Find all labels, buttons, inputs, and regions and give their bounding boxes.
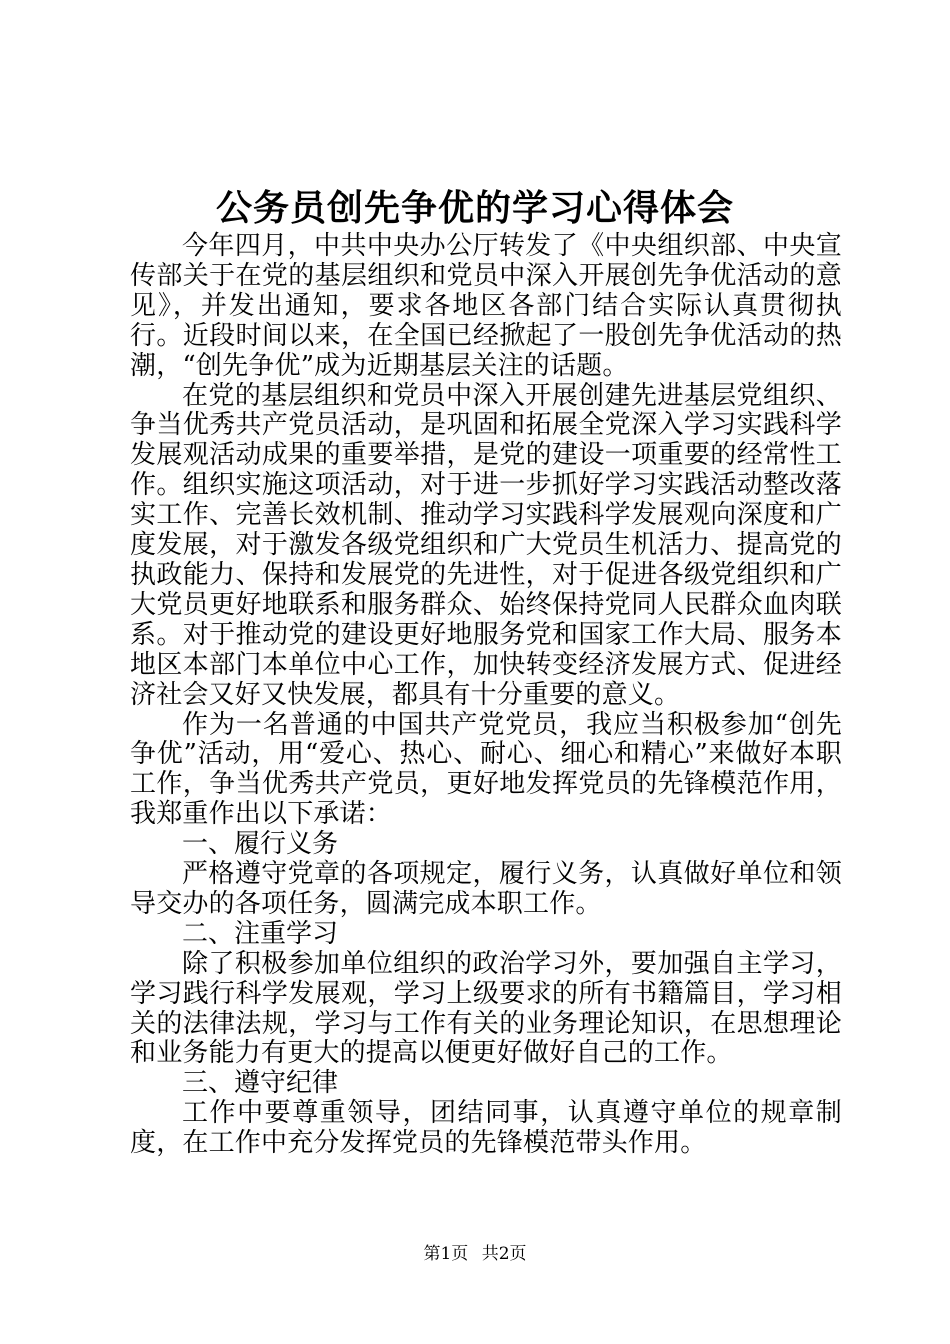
section-text-study: 除了积极参加单位组织的政治学习外，要加强自主学习，学习践行科学发展观，学习上级要求的所有书籍篇目，学习相关的法律法规，学习与工作有关的业务理论知识，在思想理论和业务能力有更大的提高以便更好做好自己的工作。	[130, 948, 842, 1069]
document-body	[130, 232, 842, 1159]
page-number-total: 共2页	[481, 1244, 527, 1264]
section-heading-study: 二、注重学习	[182, 918, 339, 949]
paragraph-significance: 在党的基层组织和党员中深入开展创建先进基层党组织、争当优秀共产党员活动，是巩固和拓展全党深入学习实践科学发展观活动成果的重要举措，是党的建设一项重要的经常性工作。组织实施这项活动，对于进一步抓好学习实践活动整改落实工作、完善长效机制、推动学习实践科学发展观向深度和广度发展，对于激发各级党组织和广大党员生机活力、提高党的执政能力、保持和发展党的先进性，对于促进各级党组织和广大党员更好地联系和服务群众、始终保持党同人民群众血肉联系。对于推动党的建设更好地服务党和国家工作大局、服务本地区本部门本单位中心工作，加快转变经济发展方式、促进经济社会又好又快发展，都具有十分重要的意义。	[130, 380, 842, 710]
page-footer	[0, 1242, 950, 1266]
document-title: 公务员创先争优的学习心得体会	[215, 187, 734, 229]
section-text-duty: 严格遵守党章的各项规定，履行义务，认真做好单位和领导交办的各项任务，圆满完成本职工作。	[130, 859, 842, 919]
section-text-discipline: 工作中要尊重领导，团结同事，认真遵守单位的规章制度，在工作中充分发挥党员的先锋模范带头作用。	[130, 1098, 842, 1159]
paragraph-commitment: 作为一名普通的中国共产党党员，我应当积极参加“创先争优”活动，用“爱心、热心、耐心、细心和精心”来做好本职工作，争当优秀共产党员，更好地发挥党员的先锋模范作用，我郑重作出以下承诺：	[130, 709, 842, 830]
page-number-current: 第1页	[423, 1244, 469, 1264]
section-heading-discipline: 三、遵守纪律	[182, 1068, 339, 1099]
section-heading-duty: 一、履行义务	[182, 829, 339, 860]
paragraph-intro: 今年四月，中共中央办公厅转发了《中央组织部、中央宣传部关于在党的基层组织和党员中深入开展创先争优活动的意见》，并发出通知，要求各地区各部门结合实际认真贯彻执行。近段时间以来，在全国已经掀起了一股创先争优活动的热潮，“创先争优”成为近期基层关注的话题。	[130, 231, 842, 381]
